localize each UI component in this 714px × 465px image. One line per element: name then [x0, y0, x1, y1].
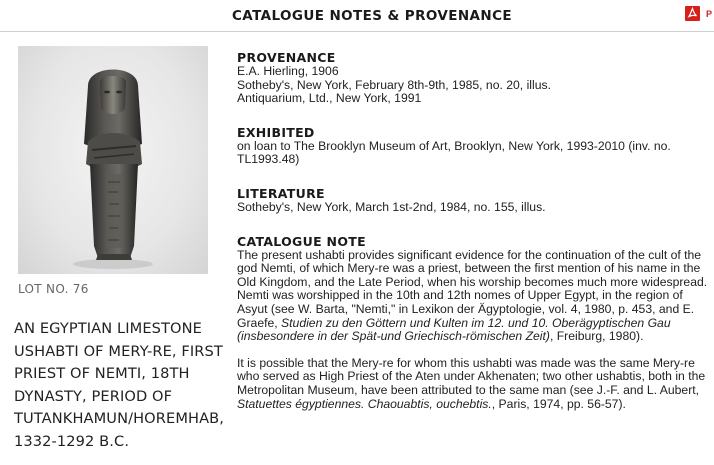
- lot-title: AN EGYPTIAN LIMESTONE USHABTI OF MERY-RE, FIRST PRIEST OF NEMTI, 18TH DYNASTY, PERIOD OF TUTANKHAMUN/HOREMHAB, 1332-1292 B.C.: [14, 320, 225, 450]
- literature-heading: LITERATURE: [237, 185, 325, 201]
- exhibited-heading: EXHIBITED: [237, 124, 315, 140]
- catalogue-note-paragraph-2: [237, 357, 709, 411]
- provenance-line: Sotheby's, New York, February 8th-9th, 1985, no. 20, illus.: [237, 77, 551, 92]
- note-text-end: , Paris, 1974, pp. 56-57).: [491, 396, 626, 411]
- catalogue-notes: [237, 50, 707, 411]
- literature-text: Sotheby's, New York, March 1st-2nd, 1984, no. 155, illus.: [237, 199, 546, 214]
- provenance-line: E.A. Hierling, 1906: [237, 64, 339, 78]
- exhibited-section: [237, 125, 707, 167]
- exhibited-text: on loan to The Brooklyn Museum of Art, Brooklyn, New York, 1993-2010 (inv. no. TL1993.48): [237, 138, 671, 167]
- provenance-section: [237, 50, 707, 106]
- header-bar: [0, 0, 714, 32]
- provenance-heading: PROVENANCE: [237, 50, 336, 65]
- lot-image[interactable]: [18, 46, 208, 274]
- provenance-line: Antiquarium, Ltd., New York, 1991: [237, 91, 422, 106]
- note-text-end: , Freiburg, 1980).: [549, 329, 644, 344]
- page-title: CATALOGUE NOTES & PROVENANCE: [232, 8, 513, 24]
- note-text: The present ushabti provides significant evidence for the continuation of the cult of the god Nemti, of which Mery-re was a priest, between the first mention of his name in the Old Kingdom, and the Late Period, when his worship becomes much more widespread. Nemti was worshipped in the 10th and 12th nomes of Upper Egypt, in the region of Asyut (see W. Barta, "Nemti," in Lexikon der Ägyptologie, vol. 4, 1980, p. 453, and E. Graefe,: [237, 247, 708, 330]
- literature-section: [237, 186, 707, 215]
- note-text: It is possible that the Mery-re for whom this ushabti was made was the same Mery-re who served as High Priest of the Aten under Akhenaten; two other ushabtis, both in the Metropolitan Museum, have been attributed to the same man (see J.-F. and L. Aubert,: [237, 355, 706, 397]
- catalogue-note-section: [237, 234, 707, 412]
- provenance-list: [237, 65, 707, 106]
- note-italic-citation: Statuettes égyptiennes. Chaouabtis, ouchebtis.: [237, 396, 492, 411]
- pdf-label[interactable]: P: [705, 8, 712, 19]
- ushabti-figure-image: [18, 46, 208, 274]
- catalogue-note-heading: CATALOGUE NOTE: [237, 233, 366, 249]
- catalogue-note-paragraph-1: [237, 249, 709, 344]
- pdf-download-link[interactable]: [685, 6, 712, 21]
- pdf-icon[interactable]: [685, 6, 700, 21]
- lot-number: LOT NO. 76: [18, 282, 89, 296]
- note-italic-citation: Studien zu den Göttern und Kulten im 12. und 10. Oberägyptischen Gau (insbesondere in der Spät-und Griechisch-römischen Zeit): [237, 315, 671, 344]
